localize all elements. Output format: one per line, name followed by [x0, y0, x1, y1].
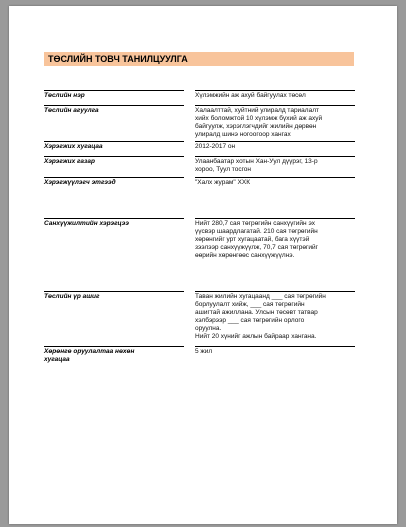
- row-value: [195, 218, 355, 260]
- row-value: [195, 105, 355, 139]
- row-label: [44, 346, 184, 364]
- row-value: [195, 90, 355, 100]
- row-label: [44, 177, 184, 187]
- row-value: [195, 141, 355, 151]
- row-label: [44, 105, 184, 115]
- row-value-line: Нийт 280,7 сая төгрөгийн санхүүгийн эх: [195, 220, 315, 227]
- row-label-line: Төслийн агуулга: [44, 107, 99, 114]
- row-label: [44, 156, 184, 166]
- row-value-line: хороо, Туул тосгон: [195, 166, 252, 173]
- row-value: [195, 156, 355, 174]
- row-value-line: зээлээр санхүүжүүлж, 70,7 сая төгрөгийг: [195, 244, 318, 251]
- row-value-line: хэлбэрээр ___ сая төгрөгийн орлого: [195, 317, 305, 324]
- row-value-line: 5 жил: [195, 348, 213, 355]
- row-label-line: Хэрэгжүүлэгч этгээд: [44, 179, 116, 186]
- document-page: [9, 6, 397, 524]
- row-value: [195, 346, 355, 356]
- row-label: [44, 141, 184, 151]
- row-label: [44, 291, 184, 301]
- document-heading: ТӨСЛИЙН ТОВЧ ТАНИЛЦУУЛГА: [44, 52, 354, 66]
- row-label-line: Санхүүжилтийн хэрэгцээ: [44, 220, 129, 227]
- row-value-line: Хүлэмжийн аж ахуй байгуулах төсөл: [195, 92, 306, 99]
- row-value: [195, 291, 355, 341]
- row-label: [44, 218, 184, 228]
- row-label-line: Хэрэгжих хугацаа: [44, 143, 103, 150]
- row-value-line: хийх боломжтой 10 хүлэмж бүхий аж ахуй: [195, 115, 323, 122]
- row-value-line: "Халх журам" ХХК: [195, 179, 250, 186]
- row-value-line: оруулна.: [195, 325, 222, 332]
- row-value-line: ашигтай ажиллана. Улсын төсөвт татвар: [195, 309, 318, 316]
- row-value-line: борлуулалт хийж, ___ сая төгрөгийн: [195, 301, 305, 308]
- row-value: [195, 177, 355, 187]
- row-value-line: Улаанбаатар хотын Хан-Уул дүүрэг, 13-р: [195, 158, 318, 165]
- row-value-line: Нийт 20 хүнийг ажлын байраар хангана.: [195, 333, 317, 340]
- row-value-line: үүсвэр шаардлагатай. 210 сая төгрөгийн: [195, 228, 318, 235]
- row-value-line: улиралд шинэ ногоогоор хангах: [195, 131, 291, 138]
- row-value-line: 2012-2017 он: [195, 143, 236, 150]
- row-value-line: Таван жилийн хугацаанд ___ сая төгрөгийн: [195, 293, 326, 300]
- row-value-line: хөрөнгийг урт хугацаатай, бага хүүтэй: [195, 236, 310, 243]
- row-label-line: Хэрэгжих газар: [44, 158, 95, 165]
- row-value-line: өөрийн хөрөнгөөс санхүүжүүлнэ.: [195, 252, 295, 259]
- row-label-line: Хөрөнгө оруулалтаа нөхөн: [44, 348, 135, 355]
- row-label: [44, 90, 184, 100]
- row-label-line: хугацаа: [44, 356, 70, 363]
- row-label-line: Төслийн үр ашиг: [44, 293, 100, 300]
- row-value-line: Халаалттай, хуйтний улиралд тариалалт: [195, 107, 319, 114]
- row-label-line: Төслийн нэр: [44, 92, 85, 99]
- row-value-line: байгуулж, хэрэглэгчдийг жилийн дөрвөн: [195, 123, 317, 130]
